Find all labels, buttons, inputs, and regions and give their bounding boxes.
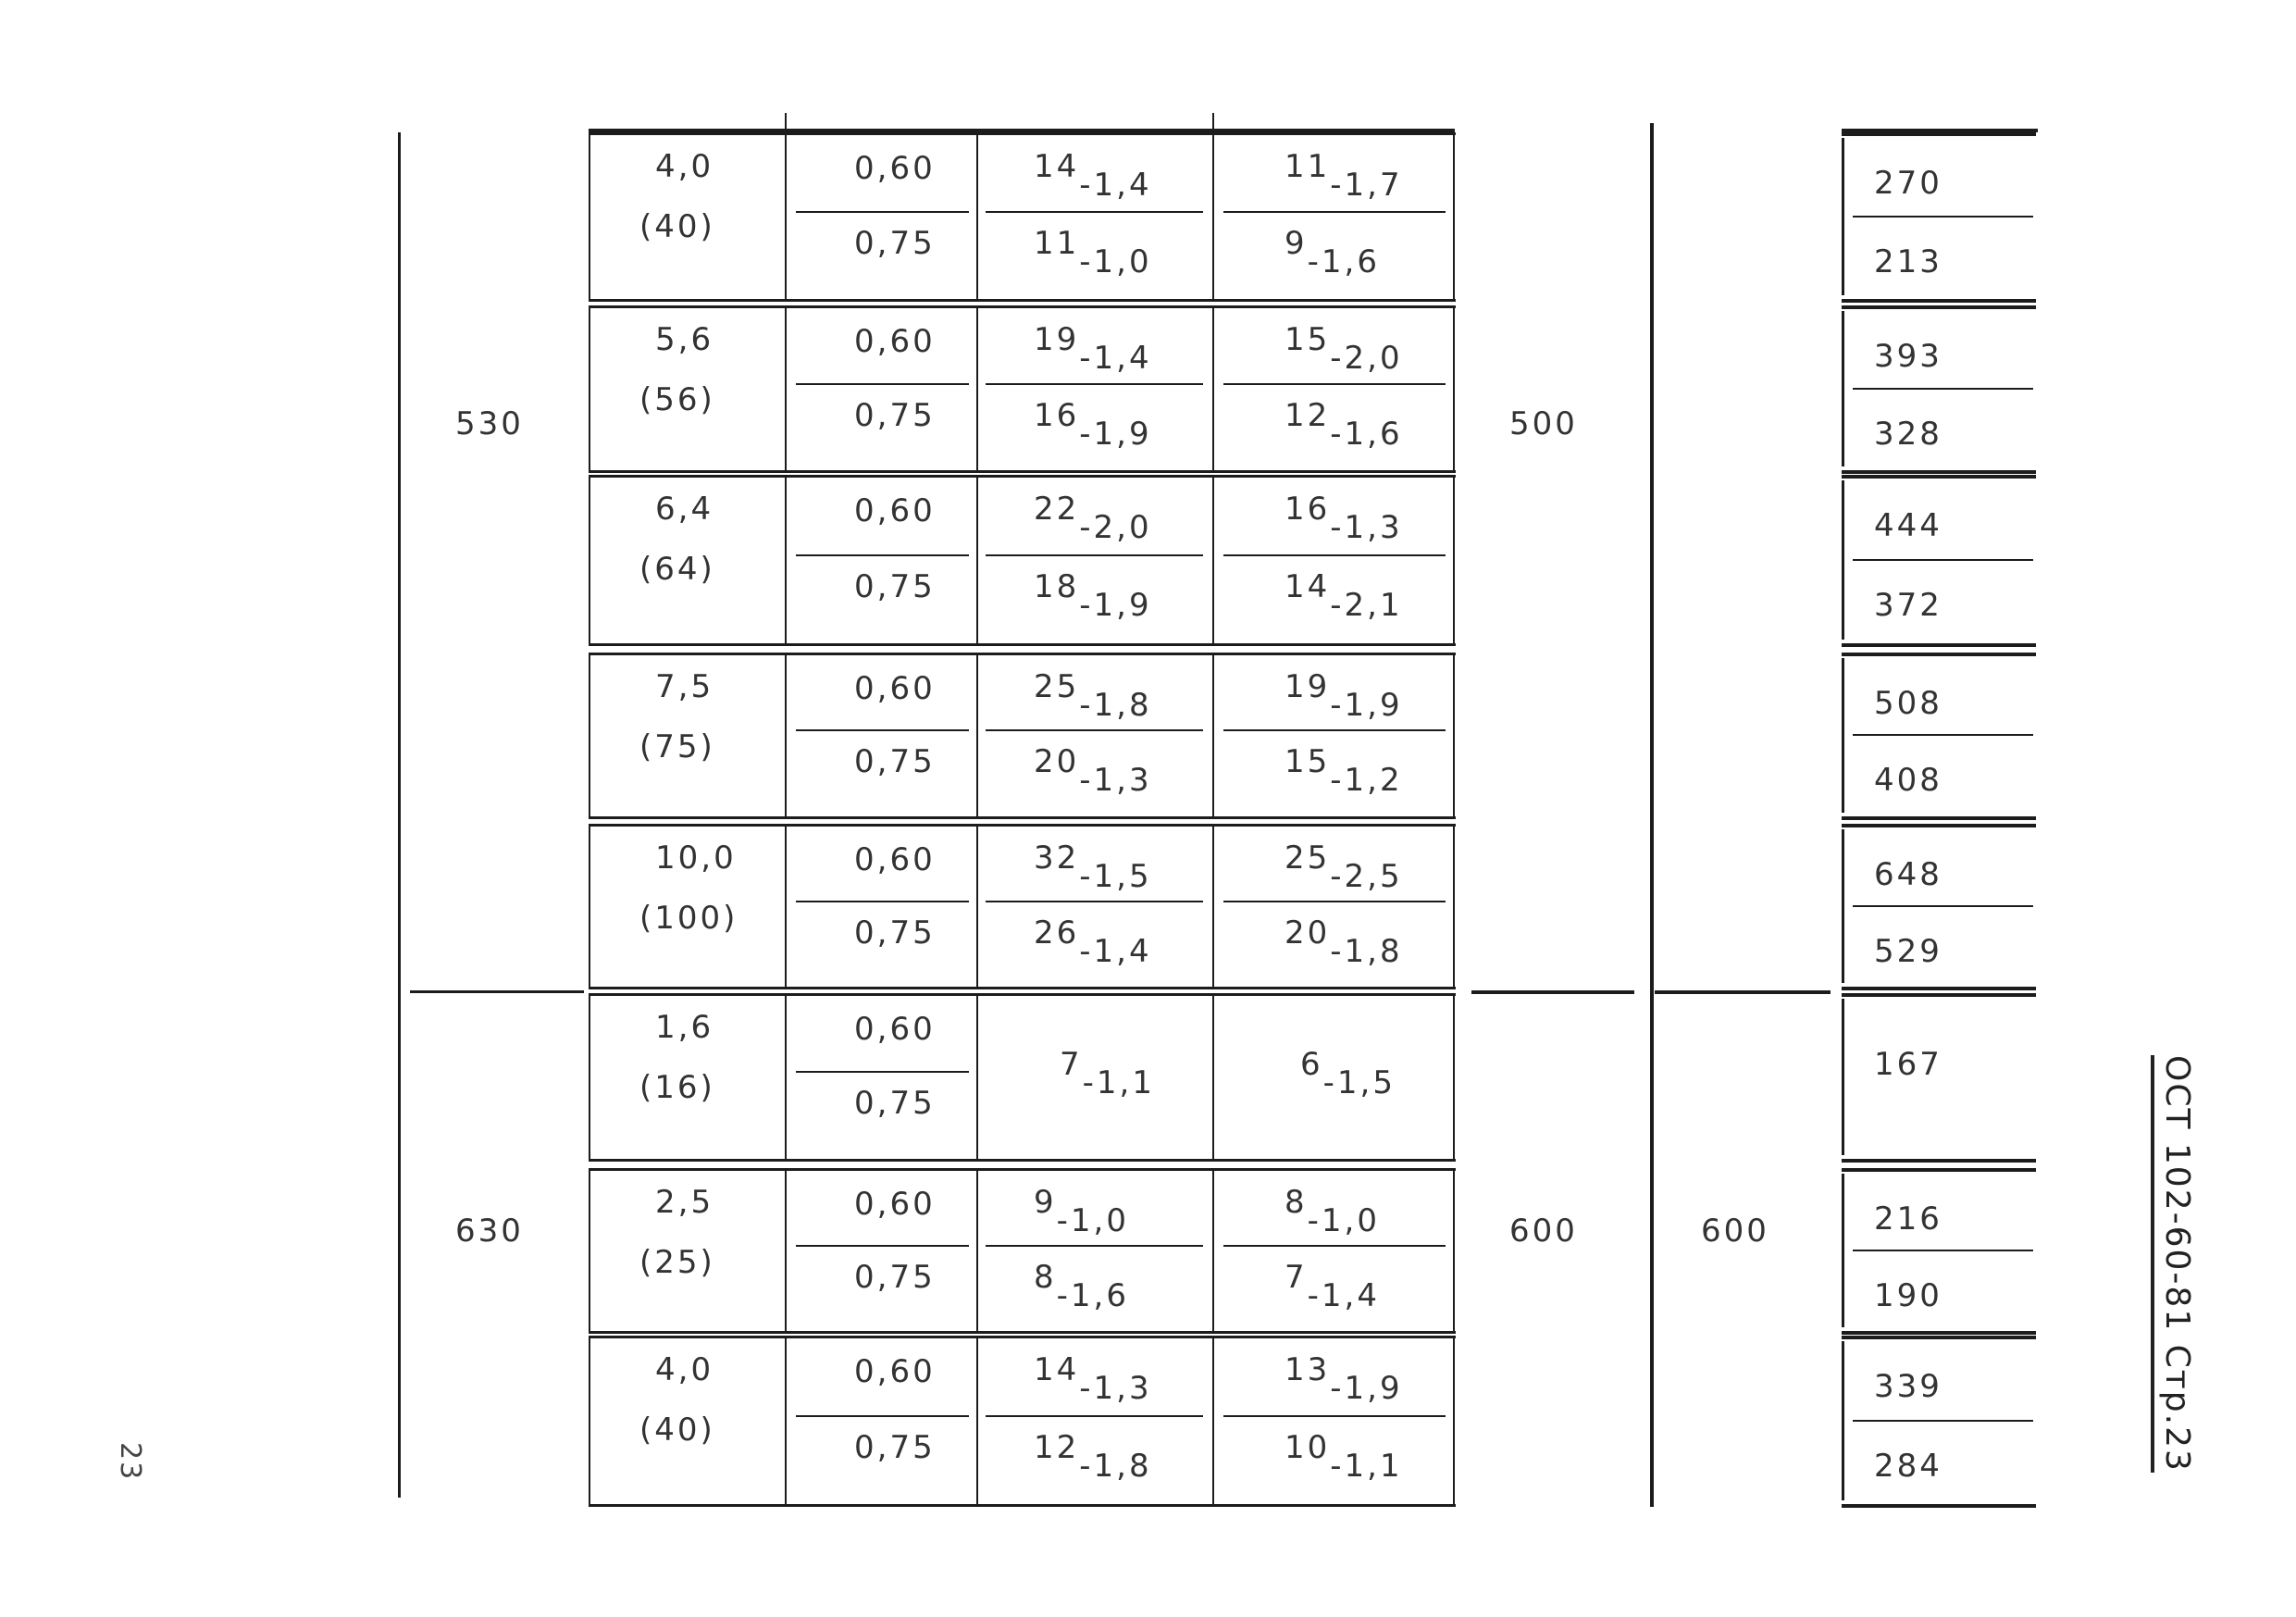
row-vline [1212, 993, 1214, 1159]
k-divider [796, 729, 969, 731]
b-value-top [1285, 321, 1403, 377]
b-divider [1223, 901, 1446, 902]
row-vline [1453, 475, 1455, 643]
a-value-bottom-main: 20 [1034, 743, 1080, 780]
b-value-top-sub: -1,7 [1330, 167, 1403, 204]
grid-tick [1212, 113, 1214, 130]
result-value-top: 216 [1874, 1200, 1942, 1238]
row-vline [1212, 1336, 1214, 1504]
b-value-top [1285, 668, 1403, 724]
row-vline [1453, 993, 1455, 1159]
result-value-top: 444 [1874, 507, 1942, 544]
b-value-bottom [1285, 914, 1403, 970]
a-value-bottom-main: 26 [1034, 914, 1080, 952]
row-vline [785, 824, 787, 987]
a-value-bottom-sub: -1,0 [1079, 243, 1152, 280]
a-value-bottom-main: 8 [1034, 1259, 1057, 1296]
row-border-top [589, 1336, 1456, 1338]
b-value-top [1285, 491, 1403, 546]
result-divider [1853, 216, 2033, 218]
a-value-bottom-main: 16 [1034, 397, 1080, 434]
a-value-bottom [1034, 1429, 1152, 1485]
group-col6-600: 600 [1509, 1213, 1578, 1250]
a-value-top-main: 22 [1034, 491, 1080, 528]
a-value-bottom-sub: -1,6 [1056, 1277, 1129, 1314]
k-value-bottom: 0,75 [854, 914, 936, 952]
grid-vline-col6 [1650, 123, 1654, 1507]
k-divider [796, 211, 969, 213]
k-value-top: 0,60 [854, 1011, 936, 1048]
row-border-top [589, 653, 1456, 655]
result-border-top [1842, 1168, 2036, 1172]
b-value-bottom-sub: -1,6 [1307, 243, 1380, 280]
k-value-top: 0,60 [854, 150, 936, 187]
a-value-bottom-main: 18 [1034, 568, 1080, 605]
group-label-630: 630 [455, 1213, 524, 1250]
b-value-bottom-main: 14 [1285, 568, 1331, 605]
b-divider [1223, 1245, 1446, 1247]
b-value-top-main: 8 [1285, 1184, 1308, 1221]
k-divider [796, 1071, 969, 1073]
row-vline [1453, 1168, 1455, 1331]
a-value-main: 7 [1060, 1046, 1083, 1083]
result-divider [1853, 1420, 2033, 1422]
row-border-bottom [589, 643, 1456, 646]
b-divider [1223, 554, 1446, 556]
row-border-bottom [589, 816, 1456, 819]
result-vline [1842, 311, 1844, 466]
result-vline [1842, 1341, 1844, 1500]
row-border-bottom [589, 299, 1456, 302]
b-value-bottom-sub: -1,1 [1330, 1448, 1403, 1485]
row-vline [589, 824, 590, 987]
load-value: 10,0 [655, 840, 737, 877]
k-value-bottom: 0,75 [854, 568, 936, 605]
k-divider [796, 901, 969, 902]
result-border-bottom [1842, 1159, 2036, 1163]
row-vline [1453, 653, 1455, 816]
b-value-bottom [1285, 568, 1403, 624]
b-value-top-sub: -1,3 [1330, 509, 1403, 546]
result-value-bottom: 372 [1874, 587, 1942, 624]
k-value-top: 0,60 [854, 323, 936, 360]
row-vline [785, 1168, 787, 1331]
a-value-top [1034, 1184, 1129, 1239]
result-value-bottom: 328 [1874, 416, 1942, 453]
a-value-top-main: 19 [1034, 321, 1080, 358]
result-value-bottom: 190 [1874, 1277, 1942, 1314]
row-vline [589, 305, 590, 470]
row-vline [785, 475, 787, 643]
a-value-bottom-sub: -1,8 [1079, 1448, 1152, 1485]
result-value-top: 339 [1874, 1368, 1942, 1405]
a-value-top-sub: -1,5 [1079, 858, 1152, 895]
row-border-top [589, 132, 1456, 135]
a-value-top-main: 32 [1034, 840, 1080, 877]
b-value-bottom [1285, 1429, 1403, 1485]
a-value-top-sub: -1,8 [1079, 687, 1152, 724]
k-value-top: 0,60 [854, 1353, 936, 1390]
row-border-bottom [589, 1504, 1456, 1507]
row-vline [976, 132, 978, 299]
k-value-bottom: 0,75 [854, 1085, 936, 1122]
result-border-bottom [1842, 816, 2036, 820]
a-value-top-sub: -1,0 [1056, 1202, 1129, 1239]
k-value-top: 0,60 [854, 841, 936, 878]
load-value: 7,5 [655, 668, 714, 705]
load-kn-value: (75) [639, 728, 715, 765]
b-value-top-main: 16 [1285, 491, 1331, 528]
row-vline [785, 993, 787, 1159]
row-vline [1212, 305, 1214, 470]
k-divider [796, 383, 969, 385]
row-vline [785, 1336, 787, 1504]
b-divider [1223, 211, 1446, 213]
result-value-bottom: 529 [1874, 933, 1942, 970]
row-border-bottom [589, 470, 1456, 473]
a-value-bottom [1034, 568, 1152, 624]
result-divider [1853, 1250, 2033, 1251]
b-value-bottom [1285, 397, 1403, 453]
load-value: 1,6 [655, 1009, 714, 1046]
document-code: ОСТ 102-60-81 Стр.23 [2151, 1055, 2196, 1473]
result-border-top [1842, 305, 2036, 309]
b-value-bottom-main: 10 [1285, 1429, 1331, 1466]
k-divider [796, 1245, 969, 1247]
a-divider [986, 901, 1203, 902]
load-kn-value: (16) [639, 1069, 715, 1106]
k-value-top: 0,60 [854, 1186, 936, 1223]
group-divider [410, 990, 584, 993]
k-divider [796, 554, 969, 556]
a-value [1060, 1046, 1155, 1101]
result-vline [1842, 658, 1844, 813]
k-value-top: 0,60 [854, 670, 936, 707]
a-divider [986, 1415, 1203, 1417]
row-vline [785, 132, 787, 299]
group-divider [1655, 990, 1831, 994]
load-kn-value: (56) [639, 381, 715, 418]
a-value-bottom-sub: -1,3 [1079, 762, 1152, 799]
result-border-bottom [1842, 1504, 2036, 1508]
a-value-top-sub: -2,0 [1079, 509, 1152, 546]
b-value-bottom [1285, 1259, 1380, 1314]
load-kn-value: (64) [639, 551, 715, 588]
a-value-bottom [1034, 225, 1152, 280]
result-value-top: 270 [1874, 165, 1942, 202]
row-vline [1212, 653, 1214, 816]
a-value-bottom-sub: -1,4 [1079, 933, 1152, 970]
row-vline [976, 1336, 978, 1504]
a-value-sub: -1,1 [1082, 1064, 1155, 1101]
b-value-top-main: 13 [1285, 1351, 1331, 1388]
a-value-top-sub: -1,4 [1079, 167, 1152, 204]
result-border-top [1842, 653, 2036, 656]
row-vline [1212, 132, 1214, 299]
b-value-top-main: 25 [1285, 840, 1331, 877]
load-value: 4,0 [655, 148, 714, 185]
b-value-bottom-main: 7 [1285, 1259, 1308, 1296]
b-value-bottom-main: 20 [1285, 914, 1331, 952]
load-kn-value: (40) [639, 208, 715, 245]
row-vline [1453, 132, 1455, 299]
result-divider [1853, 734, 2033, 736]
row-vline [785, 305, 787, 470]
group-col6-500: 500 [1509, 405, 1578, 442]
a-value-bottom-main: 11 [1034, 225, 1080, 262]
b-value-top-sub: -1,9 [1330, 687, 1403, 724]
k-value-bottom: 0,75 [854, 397, 936, 434]
row-vline [1453, 1336, 1455, 1504]
row-border-top [589, 475, 1456, 478]
k-divider [796, 1415, 969, 1417]
a-value-top [1034, 840, 1152, 895]
row-vline [785, 653, 787, 816]
b-value-top-sub: -2,0 [1330, 340, 1403, 377]
b-value-bottom-main: 12 [1285, 397, 1331, 434]
row-border-bottom [589, 987, 1456, 989]
result-value-bottom: 213 [1874, 243, 1942, 280]
b-value-top-main: 15 [1285, 321, 1331, 358]
a-divider [986, 554, 1203, 556]
result-border-bottom [1842, 299, 2036, 303]
row-vline [976, 1168, 978, 1331]
row-vline [976, 475, 978, 643]
b-value-bottom-sub: -2,1 [1330, 587, 1403, 624]
row-vline [1453, 305, 1455, 470]
b-value-bottom-main: 15 [1285, 743, 1331, 780]
result-border-top [1842, 824, 2036, 827]
b-value-top [1285, 1351, 1403, 1407]
a-value-top [1034, 148, 1152, 204]
result-border-bottom [1842, 987, 2036, 990]
a-value-bottom [1034, 1259, 1129, 1314]
group-divider [1471, 990, 1634, 994]
b-value-bottom [1285, 225, 1380, 280]
page-number: 23 [114, 1442, 146, 1482]
result-vline [1842, 999, 1844, 1155]
result-value-top: 393 [1874, 338, 1942, 375]
a-value-top-sub: -1,3 [1079, 1370, 1152, 1407]
result-value-bottom: 408 [1874, 762, 1942, 799]
result-divider [1853, 905, 2033, 907]
b-value-top-main: 19 [1285, 668, 1331, 705]
a-divider [986, 383, 1203, 385]
result-value-top: 508 [1874, 685, 1942, 722]
result-vline [1842, 1174, 1844, 1327]
a-value-top-main: 14 [1034, 1351, 1080, 1388]
a-value-top-main: 14 [1034, 148, 1080, 185]
b-value-top-sub: -1,0 [1307, 1202, 1380, 1239]
b-value-bottom-sub: -1,2 [1330, 762, 1403, 799]
result-vline [1842, 138, 1844, 295]
row-vline [976, 305, 978, 470]
grid-tick [785, 113, 787, 130]
a-divider [986, 211, 1203, 213]
b-value [1300, 1046, 1396, 1101]
b-value-bottom-sub: -1,6 [1330, 416, 1403, 453]
b-value-top [1285, 1184, 1380, 1239]
row-vline [976, 653, 978, 816]
result-border-bottom [1842, 470, 2036, 474]
k-value-bottom: 0,75 [854, 743, 936, 780]
result-border-bottom [1842, 1331, 2036, 1335]
b-value-top [1285, 148, 1403, 204]
row-border-bottom [589, 1159, 1456, 1162]
result-divider [1853, 388, 2033, 390]
grid-vline-left [398, 132, 401, 1498]
row-border-top [589, 824, 1456, 827]
b-value-sub: -1,5 [1322, 1064, 1396, 1101]
a-value-bottom-main: 12 [1034, 1429, 1080, 1466]
b-value-top-sub: -2,5 [1330, 858, 1403, 895]
load-kn-value: (40) [639, 1412, 715, 1449]
a-value-bottom [1034, 397, 1152, 453]
load-value: 4,0 [655, 1351, 714, 1388]
load-value: 6,4 [655, 491, 714, 528]
b-value-main: 6 [1300, 1046, 1323, 1083]
result-divider [1853, 559, 2033, 561]
load-value: 5,6 [655, 321, 714, 358]
row-vline [1212, 475, 1214, 643]
a-value-top [1034, 1351, 1152, 1407]
b-value-bottom-sub: -1,8 [1330, 933, 1403, 970]
a-value-bottom-sub: -1,9 [1079, 587, 1152, 624]
row-vline [589, 653, 590, 816]
row-vline [976, 993, 978, 1159]
row-border-top [589, 993, 1456, 996]
a-value-top [1034, 491, 1152, 546]
row-border-bottom [589, 1331, 1456, 1334]
a-value-top-main: 9 [1034, 1184, 1057, 1221]
load-kn-value: (100) [639, 900, 738, 937]
result-border-top [1842, 1336, 2036, 1339]
k-value-top: 0,60 [854, 492, 936, 529]
b-divider [1223, 1415, 1446, 1417]
k-value-bottom: 0,75 [854, 225, 936, 262]
result-vline [1842, 480, 1844, 640]
result-border-bottom [1842, 643, 2036, 647]
row-vline [976, 824, 978, 987]
a-divider [986, 1245, 1203, 1247]
row-vline [589, 993, 590, 1159]
b-value-top-sub: -1,9 [1330, 1370, 1403, 1407]
load-value: 2,5 [655, 1184, 714, 1221]
row-vline [1453, 824, 1455, 987]
row-vline [589, 1336, 590, 1504]
a-value-bottom [1034, 743, 1152, 799]
a-value-top-sub: -1,4 [1079, 340, 1152, 377]
load-kn-value: (25) [639, 1244, 715, 1281]
a-divider [986, 729, 1203, 731]
b-divider [1223, 383, 1446, 385]
b-value-bottom-main: 9 [1285, 225, 1308, 262]
result-vline [1842, 829, 1844, 983]
b-divider [1223, 729, 1446, 731]
result-value: 167 [1874, 1046, 1942, 1083]
row-vline [589, 1168, 590, 1331]
b-value-bottom-sub: -1,4 [1307, 1277, 1380, 1314]
result-value-bottom: 284 [1874, 1448, 1942, 1485]
result-border-top [1842, 993, 2036, 997]
row-vline [589, 132, 590, 299]
group-col7-600: 600 [1701, 1213, 1769, 1250]
b-value-top-main: 11 [1285, 148, 1331, 185]
k-value-bottom: 0,75 [854, 1429, 936, 1466]
result-border-top [1842, 132, 2036, 136]
a-value-bottom-sub: -1,9 [1079, 416, 1152, 453]
result-value-top: 648 [1874, 856, 1942, 893]
row-border-top [589, 1168, 1456, 1171]
b-value-top [1285, 840, 1403, 895]
row-border-top [589, 305, 1456, 308]
a-value-top [1034, 321, 1152, 377]
row-vline [589, 475, 590, 643]
k-value-bottom: 0,75 [854, 1259, 936, 1296]
a-value-bottom [1034, 914, 1152, 970]
result-border-top [1842, 475, 2036, 479]
b-value-bottom [1285, 743, 1403, 799]
group-label-530: 530 [455, 405, 524, 442]
row-vline [1212, 824, 1214, 987]
a-value-top [1034, 668, 1152, 724]
a-value-top-main: 25 [1034, 668, 1080, 705]
row-vline [1212, 1168, 1214, 1331]
